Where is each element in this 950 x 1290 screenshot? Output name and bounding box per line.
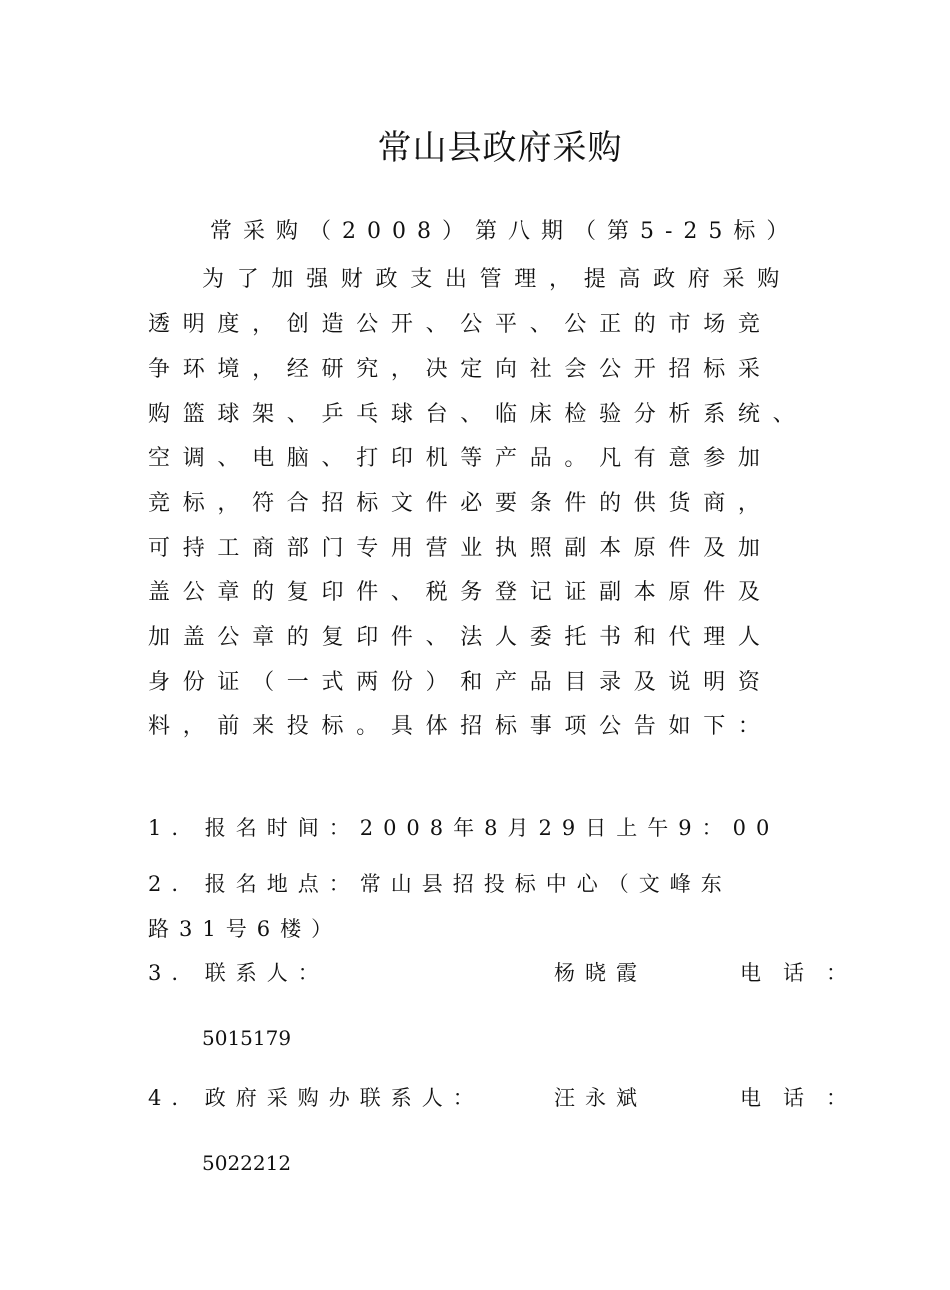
item-contact-phone-label: 电话： — [740, 961, 869, 985]
body-line: 为了加强财政支出管理，提高政府采购 — [202, 267, 792, 292]
document-title: 常山县政府采购 — [377, 128, 623, 168]
body-line: 可持工商部门专用营业执照副本原件及加 — [148, 536, 773, 561]
item-contact-phone: 5015179 — [202, 1026, 292, 1050]
body-line: 空调、电脑、打印机等产品。凡有意参加 — [148, 446, 773, 471]
body-line: 透明度，创造公开、公平、公正的市场竞 — [148, 312, 773, 337]
item-registration-time: 1. 报名时间：2008年8月29日上午9：00 — [148, 816, 780, 840]
item-contact-name: 杨晓霞 — [554, 961, 647, 985]
body-line: 身份证（一式两份）和产品目录及说明资 — [148, 670, 773, 695]
item-procurement-contact-name: 汪永斌 — [554, 1086, 647, 1110]
item-registration-place-cont: 路31号6楼） — [148, 917, 343, 941]
body-line: 竞标，符合招标文件必要条件的供货商， — [148, 491, 773, 516]
item-contact-label: 3. 联系人： — [148, 961, 329, 985]
body-line: 加盖公章的复印件、法人委托书和代理人 — [148, 625, 773, 650]
item-procurement-contact-label: 4. 政府采购办联系人： — [148, 1086, 484, 1110]
item-procurement-phone: 5022212 — [202, 1151, 292, 1175]
body-line: 购篮球架、乒乓球台、临床检验分析系统、 — [148, 402, 808, 427]
item-procurement-phone-label: 电话： — [740, 1086, 869, 1110]
item-registration-place: 2. 报名地点：常山县招投标中心（文峰东 — [148, 872, 732, 896]
body-line: 争环境，经研究，决定向社会公开招标采 — [148, 357, 773, 382]
body-line: 料，前来投标。具体招标事项公告如下： — [148, 714, 773, 739]
body-line: 盖公章的复印件、税务登记证副本原件及 — [148, 580, 773, 605]
document-subtitle: 常采购（2008）第八期（第5-25标） — [210, 219, 800, 244]
